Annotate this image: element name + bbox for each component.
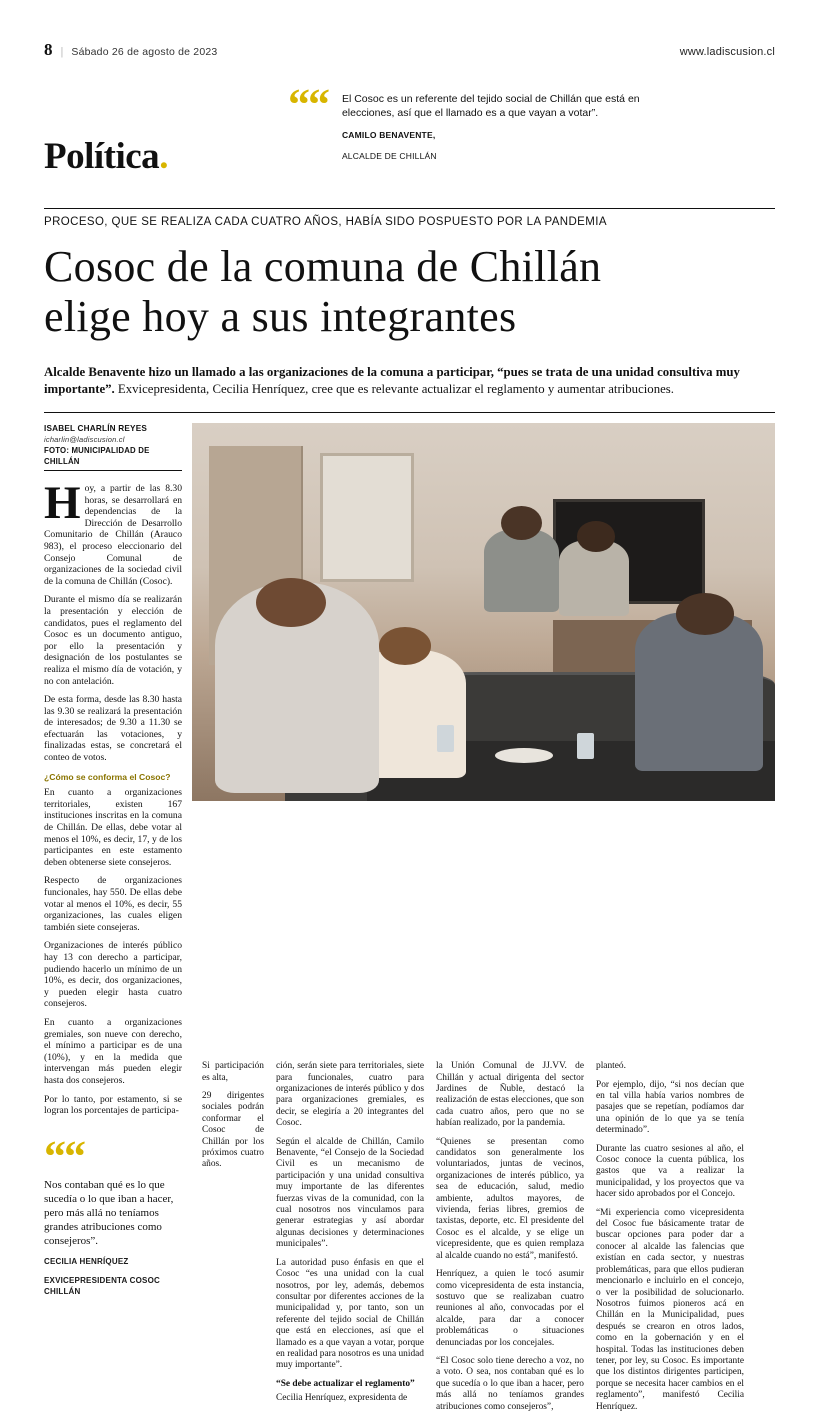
bottom-quote-role: EXVICEPRESIDENTA COSOC CHILLÁN — [44, 1276, 160, 1296]
byline-divider — [44, 470, 182, 471]
lede-paragraph-2: Durante el mismo día se realizarán la presentación y elección de candidatos, pues el reglamento del Cosoc es un documento antiguo, por ello la presentación y designación de los postulantes se realiza el mismo día de votación, y no con antelación. — [44, 594, 182, 687]
col4-paragraph-1: planteó. — [596, 1061, 626, 1072]
photo-credit: FOTO: MUNICIPALIDAD DE CHILLÁN — [44, 446, 150, 466]
col4-paragraph-2: Por ejemplo, dijo, “si nos decían que en tal villa había varios nombres de pasajes que se repetían, podíamos dar una opinión de lo que ya se tenía determinado”. — [596, 1079, 744, 1136]
section-title-dot: . — [159, 136, 168, 177]
photo-person-4-head — [501, 506, 542, 540]
photo-person-3-head — [676, 593, 734, 635]
headline-line-1: Cosoc de la comuna de Chillán — [44, 242, 602, 291]
narrow-paragraph-1: Si participación es alta, — [202, 1061, 264, 1083]
byline-email: icharlin@ladiscusion.cl — [44, 435, 125, 444]
body-columns — [202, 1061, 819, 1420]
bottom-pull-quote — [44, 1131, 192, 1298]
bottom-quote-text: Nos contaban qué es lo que sucedía o lo que iban a hacer, pero más allá no teníamos grandes atribuciones como consejeros”. — [44, 1178, 174, 1247]
col4-paragraph-4: “Mi experiencia como vicepresidenta del Cosoc fue básicamente tratar de buscar opciones para poder dar a conocer al alcalde las falencias que existían en cada sector, y nuestras problemáticas, para que ellos pudieran mencionarlo e incluirlo en el concejo, o ver la posibilidad de solucionarlo. Nosotros fuimos pioneros acá en Chillán en la Municipalidad, pues después se crearon en otros lados, como en la gobernación y en el hospital. Todas las instituciones deben tener, por ley, su Cosoc. Es importante que los distintos dirigentes participen, porque se necesita hacer cambios en el reglamento”, manifestó Cecilia Henríquez. — [596, 1207, 744, 1412]
masthead — [44, 40, 775, 66]
photo-person-2-head — [379, 627, 431, 665]
lede-text — [44, 477, 182, 1124]
page-number: 8 — [44, 40, 53, 59]
section-title — [44, 135, 168, 178]
standfirst-bold: Alcalde Benavente hizo un llamado a las organizaciones de la comuna a participar, “pues se trata de una unidad consultiva muy importante”. — [44, 365, 740, 396]
photo-glass-2 — [577, 733, 594, 759]
photo-glass-1 — [437, 725, 454, 751]
lede-paragraph-1 — [44, 477, 182, 587]
lede-paragraph-3: De esta forma, desde las 8.30 hasta las 9.30 se realizará la presentación de interesados; de 9.30 a 11.30 se efectuarán las votaciones, y finalizadas estas, se concretará el conteo de votos. — [44, 694, 182, 764]
column-3 — [436, 1061, 584, 1420]
left-column — [44, 423, 192, 1297]
photo-person-1-head — [256, 578, 326, 627]
byline-author: ISABEL CHARLÍN REYES — [44, 424, 148, 433]
section-header-zone — [44, 80, 775, 177]
photo-person-3 — [635, 612, 763, 771]
narrow-paragraph-2: 29 dirigentes sociales podrán conformar el Cosoc de Chillán por los próximos cuatro años. — [202, 1091, 264, 1170]
standfirst-rest: Exvicepresidenta, Cecilia Henríquez, cree que es relevante actualizar el reglamento y aumentar atribuciones. — [114, 382, 674, 396]
lede-p1-text: oy, a partir de las 8.30 horas, se desarrollará en dependencias de la Dirección de Desarrollo Comunitario de Chillán (Arauco 983), el proceso eleccionario del Consejo Comunal de organizaciones de la sociedad civil de la comuna de Chillán (Cosoc). — [44, 483, 182, 587]
drop-cap: H — [44, 477, 81, 529]
column-2 — [276, 1061, 424, 1420]
section-title-text: Política — [44, 136, 160, 177]
col2-paragraph-1: ción, serán siete para territoriales, siete para funcionales, cuatro para organizaciones de interés público y dos para organizaciones gremiales, es decir, se elegiría a 20 integrantes del Cosoc. — [276, 1061, 424, 1129]
photo-person-4 — [484, 529, 560, 612]
top-quote-author: CAMILO BENAVENTE, — [341, 130, 436, 140]
article-kicker: PROCESO, QUE SE REALIZA CADA CUATRO AÑOS, HABÍA SIDO POSPUESTO POR LA PANDEMIA — [44, 216, 607, 228]
col3-paragraph-1: la Unión Comunal de JJ.VV. de Chillán y actual dirigenta del sector Jardines de Ñuble, destacó la realización de estas elecciones, que son cada cuatro años, pero que no se habían realizado, por la pandemia. — [436, 1061, 584, 1129]
article-headline — [44, 242, 775, 342]
top-quote-text: El Cosoc es un referente del tejido social de Chillán que está en elecciones, así que el llamado es a que vayan a votar”. — [341, 93, 640, 119]
photo-window — [320, 453, 413, 582]
column-narrow — [202, 1061, 264, 1420]
lede-paragraph-6: Organizaciones de interés público hay 13 con derecho a participar, pudiendo hacerlo un mínimo de un 10%, es decir, dos organizaciones, y pueden elegir hasta cuatro consejeros. — [44, 940, 182, 1010]
col3-paragraph-2: “Quienes se presentan como candidatos son generalmente los voluntariados, juntas de vecinos, organizaciones de interés público, ya sea de educación, salud, medio ambiente, adultos mayores, de vivienda, ferias libres, gremios de taxistas, deporte, etc. El presidente del Cosoc es el alcalde, y se elige un vicepresidente, que es quien remplaza al alcalde cuando no está”, manifestó. — [436, 1136, 584, 1261]
col3-paragraph-4: “El Cosoc solo tiene derecho a voz, no a voto. O sea, nos contaban qué es lo que sucedía o lo que iban a hacer, pero más allá no teníamos grandes atribuciones como consejeros”, — [436, 1355, 584, 1412]
lede-subhead: ¿Cómo se conforma el Cosoc? — [44, 771, 171, 782]
top-pull-quote — [287, 80, 642, 162]
headline-line-2: elige hoy a sus integrantes — [44, 292, 517, 341]
lede-paragraph-5: Respecto de organizaciones funcionales, hay 550. De ellas debe votar al menos el 10%, es decir, 55 organizaciones, las cuales eligen también siete consejeras. — [44, 875, 182, 933]
quote-mark-icon-bottom: ““ — [44, 1131, 84, 1181]
top-quote-role: ALCALDE DE CHILLÁN — [341, 151, 437, 161]
lede-paragraph-8: Por lo tanto, por estamento, si se logran los porcentajes de participa- — [44, 1093, 182, 1117]
masthead-divider: | — [60, 46, 64, 58]
col4-paragraph-3: Durante las cuatro sesiones al año, el Cosoc conoce la cuenta pública, los gastos que va a realizar la municipalidad, y los proyectos que va hacer sido aprobados por el Concejo. — [596, 1143, 744, 1200]
col2-subhead: “Se debe actualizar el reglamento” — [276, 1378, 415, 1389]
lede-paragraph-7: En cuanto a organizaciones gremiales, son nueve con derecho, el mínimo a participar es de una (10%), y en la medida que intervengan más pueden elegir hasta dos consejeros. — [44, 1016, 182, 1086]
col3-paragraph-3: Henríquez, a quien le tocó asumir como vicepresidenta de esta instancia, sostuvo que se realizaban cuatro reuniones al año, convocadas por el alcalde, para dar a conocer problemáticas o situaciones denunciadas por los concejales. — [436, 1269, 584, 1348]
article-standfirst — [44, 364, 775, 398]
photo-person-5 — [559, 540, 629, 616]
website-url[interactable]: www.ladiscusion.cl — [679, 46, 775, 58]
quote-mark-icon: ““ — [287, 80, 328, 129]
divider-below-standfirst — [44, 412, 775, 413]
column-4 — [596, 1061, 744, 1420]
bottom-quote-author: CECILIA HENRÍQUEZ — [44, 1256, 129, 1266]
lede-paragraph-4: En cuanto a organizaciones territoriales, existen 167 instituciones inscritas en la comuna de Chillán. De ellas, debe votar al menos el 10%, es decir, 17, y de los participantes en este estamento deben obtenerse siete consejeros. — [44, 787, 182, 868]
col2-paragraph-4: Cecilia Henríquez, expresidenta de — [276, 1393, 408, 1404]
photo-person-5-head — [577, 521, 615, 551]
col2-paragraph-2: Según el alcalde de Chillán, Camilo Benavente, “el Consejo de la Sociedad Civil es un mecanismo de participación y una unidad consultiva muy importante de las diferentes fuerzas vivas de la comunidad, con la cual nosotros nos vinculamos para generar estrategias y así abordar algunas decisiones y determinaciones municipales”. — [276, 1136, 424, 1250]
byline — [44, 423, 182, 471]
col2-paragraph-3: La autoridad puso énfasis en que el Cosoc “es una unidad con la cual nosotros, por ley, además, debemos consultar por diferentes acciones de la municipalidad y, por tanto, son un referente del tejido social de Chillán que está en elecciones, así que el llamado es a que vayan a votar, porque en realidad para nosotros es una unidad muy importante”. — [276, 1257, 424, 1371]
publication-date: Sábado 26 de agosto de 2023 — [71, 46, 218, 58]
article-photo — [192, 423, 775, 801]
